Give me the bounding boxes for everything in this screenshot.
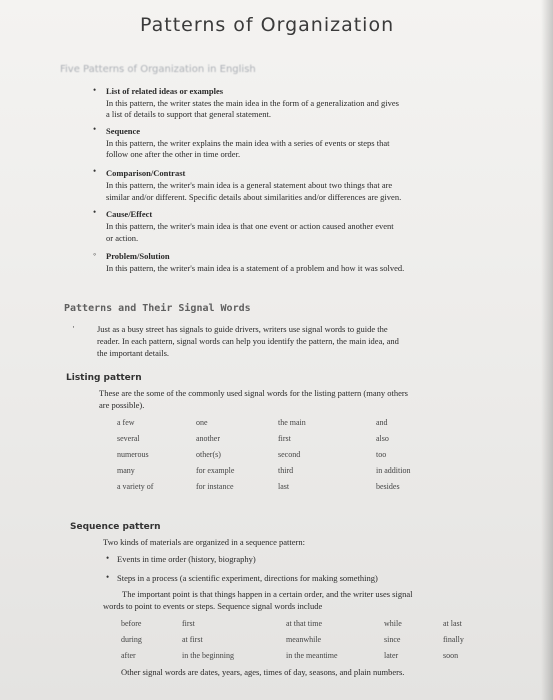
sequence-cell: while [384, 619, 402, 628]
sequence-cell: during [121, 635, 142, 644]
listing-cell: several [117, 434, 140, 443]
intro-line: reader. In each pattern, signal words can help you identify the pattern, the main idea, and [97, 336, 399, 346]
pattern-name: Comparison/Contrast [106, 168, 186, 178]
pattern-desc-line: In this pattern, the writer's main idea is that one event or action caused another event [106, 221, 394, 231]
sequence-cell: at last [443, 619, 462, 628]
listing-cell: and [376, 418, 388, 427]
pattern-desc-line: In this pattern, the writer's main idea is a general statement about two things that are [106, 180, 393, 190]
listing-cell: besides [376, 482, 400, 491]
listing-cell: in addition [376, 466, 411, 475]
pattern-desc-line: In this pattern, the writer explains the main idea with a series of events or steps that [106, 138, 390, 148]
listing-cell: second [278, 450, 301, 459]
listing-cell: one [196, 418, 208, 427]
listing-cell: the main [278, 418, 306, 427]
bullet-icon: · [72, 322, 75, 332]
sequence-cell: later [384, 651, 399, 660]
pattern-name: Problem/Solution [106, 251, 170, 261]
sequence-cell: in the meantime [286, 651, 338, 660]
listing-cell: first [278, 434, 291, 443]
sequence-cell: soon [443, 651, 459, 660]
listing-cell: another [196, 434, 220, 443]
pattern-desc-line: In this pattern, the writer's main idea is a statement of a problem and how it was solved. [106, 263, 405, 273]
bullet-icon: • [106, 572, 110, 582]
bullet-icon: • [93, 124, 97, 134]
sequence-cell: before [121, 619, 142, 628]
bullet-icon: • [93, 166, 97, 176]
pattern-name: Cause/Effect [106, 209, 153, 219]
pattern-desc-line: similar and/or different. Specific details about similarities and/or differences are given. [106, 192, 402, 202]
listing-intro-line: These are the some of the commonly used signal words for the listing pattern (many others [99, 388, 408, 398]
listing-heading: Listing pattern [66, 373, 142, 383]
section-heading: Patterns and Their Signal Words [64, 303, 251, 314]
faded-heading: Five Patterns of Organization in English [60, 64, 256, 75]
sequence-cell: at first [182, 635, 203, 644]
bullet-icon: ◦ [93, 249, 97, 259]
sequence-bullet: Events in time order (history, biography) [117, 554, 256, 564]
pattern-name: List of related ideas or examples [106, 86, 224, 96]
sequence-cell: in the beginning [182, 651, 234, 660]
sequence-cell: at that time [286, 619, 322, 628]
bullet-icon: • [93, 85, 97, 95]
pattern-desc-line: or action. [106, 233, 139, 243]
listing-cell: many [117, 466, 135, 475]
listing-cell: numerous [117, 450, 149, 459]
bullet-icon: • [106, 553, 110, 563]
listing-cell: third [278, 466, 294, 475]
sequence-cell: first [182, 619, 195, 628]
intro-line: the important details. [97, 348, 169, 358]
sequence-footer: Other signal words are dates, years, ages, times of day, seasons, and plain numbers. [121, 667, 405, 677]
listing-cell: too [376, 450, 387, 459]
sequence-body-line: words to point to events or steps. Sequence signal words include [103, 601, 323, 611]
sequence-cell: since [384, 635, 401, 644]
listing-cell: a variety of [117, 482, 154, 491]
listing-cell: also [376, 434, 389, 443]
listing-cell: other(s) [196, 450, 221, 459]
intro-line: Just as a busy street has signals to guide drivers, writers use signal words to guide the [97, 324, 388, 334]
listing-cell: for instance [196, 482, 234, 491]
pattern-desc-line: a list of details to support that general statement. [106, 109, 271, 119]
sequence-cell: finally [443, 635, 464, 644]
listing-cell: for example [196, 466, 235, 475]
sequence-bullet: Steps in a process (a scientific experiment, directions for making something) [117, 573, 378, 583]
page-title: Patterns of Organization [140, 14, 395, 36]
sequence-cell: meanwhile [286, 635, 322, 644]
listing-cell: last [278, 482, 290, 491]
listing-intro-line: are possible). [99, 400, 145, 410]
pattern-desc-line: In this pattern, the writer states the main idea in the form of a generalization and gives [106, 98, 399, 108]
page-edge-shadow [541, 0, 553, 700]
pattern-name: Sequence [106, 126, 140, 136]
sequence-cell: after [121, 651, 136, 660]
sequence-intro: Two kinds of materials are organized in a sequence pattern: [103, 537, 305, 547]
bullet-icon: • [93, 207, 97, 217]
sequence-heading: Sequence pattern [70, 522, 161, 532]
pattern-desc-line: follow one after the other in time order. [106, 149, 241, 159]
sequence-body-line: The important point is that things happen in a certain order, and the writer uses signal [122, 589, 413, 599]
listing-cell: a few [117, 418, 135, 427]
